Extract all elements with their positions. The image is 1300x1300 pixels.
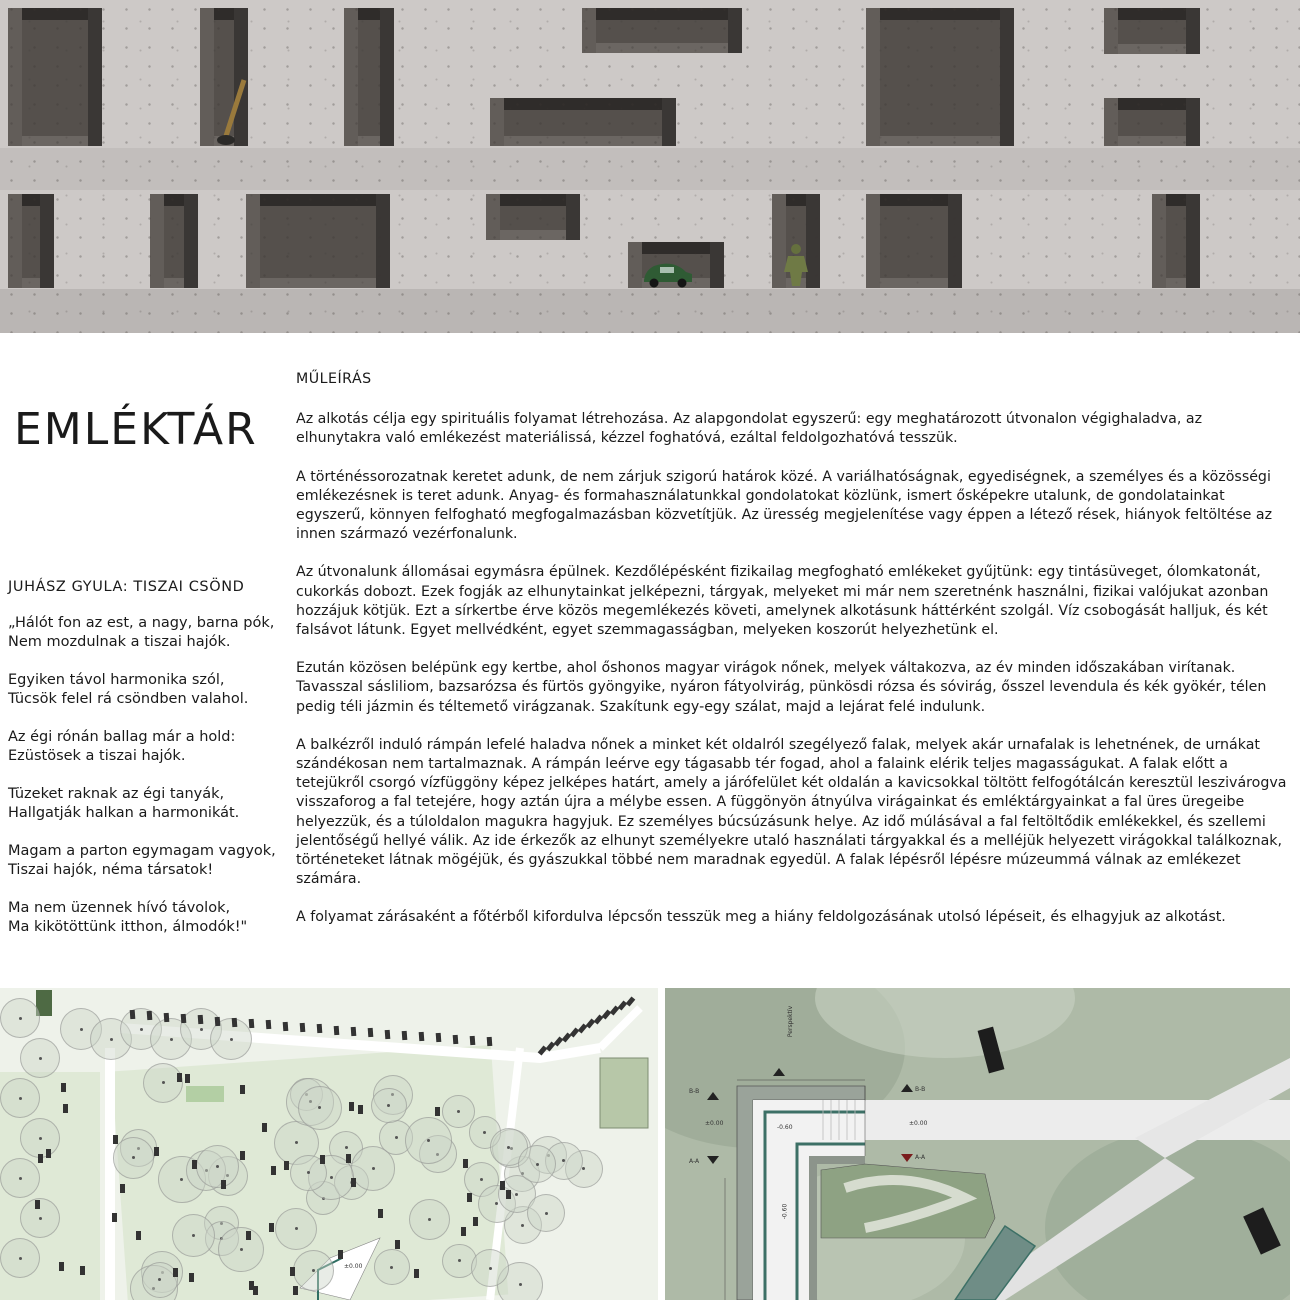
grave-marker: [470, 1036, 476, 1045]
site-level-label: ±0.00: [344, 1263, 363, 1270]
grave-marker: [80, 1266, 85, 1275]
grave-marker: [300, 1023, 306, 1032]
tree-canopy: [196, 1145, 239, 1188]
detail-plan: [665, 988, 1290, 1300]
grave-marker: [351, 1027, 357, 1036]
ink-bottle-icon: [214, 78, 250, 146]
tree-canopy: [218, 1227, 264, 1273]
grave-marker: [240, 1151, 245, 1160]
grave-marker: [358, 1105, 363, 1114]
grave-marker: [35, 1200, 40, 1209]
grave-marker: [320, 1155, 325, 1164]
grave-marker: [368, 1028, 374, 1037]
grave-marker: [351, 1178, 356, 1187]
poem-line: Egyiken távol harmonika szól,: [8, 672, 225, 688]
grave-marker: [185, 1074, 190, 1083]
grave-marker: [467, 1193, 472, 1202]
tree-canopy: [20, 1198, 60, 1238]
grave-marker: [113, 1135, 118, 1144]
level-label: -0.60: [781, 1203, 789, 1220]
grave-marker: [284, 1161, 289, 1170]
tree-canopy: [275, 1208, 317, 1250]
tree-canopy: [405, 1117, 452, 1164]
poem-heading: JUHÁSZ GYULA: TISZAI CSÖND: [8, 579, 245, 595]
tree-canopy: [0, 1158, 40, 1198]
description-heading: MŰLEÍRÁS: [296, 371, 372, 387]
grave-marker: [120, 1184, 125, 1193]
grave-marker: [283, 1022, 289, 1031]
poem-line: Nem mozdulnak a tiszai hajók.: [8, 634, 231, 650]
grave-marker: [463, 1159, 468, 1168]
grave-marker: [240, 1085, 245, 1094]
poem-line: Ezüstösek a tiszai hajók.: [8, 748, 186, 764]
grave-marker: [177, 1073, 182, 1082]
section-label: B-B: [915, 1086, 926, 1093]
grave-marker: [414, 1269, 419, 1278]
description-block: [296, 370, 1291, 947]
grave-marker: [181, 1014, 187, 1023]
poem-line: Ma nem üzennek hívó távolok,: [8, 900, 231, 916]
grave-marker: [266, 1020, 272, 1029]
poem-line: Tücsök felel rá csöndben valahol.: [8, 691, 249, 707]
grave-marker: [61, 1083, 66, 1092]
poem-stanza: [8, 728, 288, 766]
grave-marker: [487, 1037, 493, 1046]
grave-marker: [38, 1154, 43, 1163]
grave-marker: [453, 1035, 459, 1044]
description-paragraph: Ezután közösen belépünk egy kertbe, ahol őshonos magyar virágok nőnek, melyek váltakozva, az év minden időszakában virítanak. Tavasszal sásliliom, bazsarózsa és fürtös gyöngyike, nyáron fátyolvirág, pünkösdi rózsa és sóvirág, ősszel levendula és kék gyökér, télen pedig téli jázmin és téltemető virágzanak. Szakítunk egy-egy szálat, majd a lejárat felé indulunk.: [296, 660, 1267, 715]
grave-marker: [221, 1180, 226, 1189]
poem-stanza: [8, 899, 288, 937]
level-label: ±0.00: [705, 1120, 724, 1127]
grave-marker: [164, 1012, 170, 1021]
tree-canopy: [442, 1095, 475, 1128]
site-plan: [0, 988, 658, 1300]
tree-canopy: [298, 1086, 343, 1131]
wall-render: [0, 0, 1300, 333]
tree-canopy: [20, 1038, 60, 1078]
grave-marker: [317, 1024, 323, 1033]
tree-canopy: [0, 1238, 40, 1278]
grave-marker: [246, 1231, 251, 1240]
grave-marker: [215, 1016, 221, 1025]
description-paragraph: Az alkotás célja egy spirituális folyamat létrehozása. Az alapgondolat egyszerű: egy meghatározott útvonalon végighaladva, az elhunytakra való emlékezést materiálissá, kézzel foghatóvá, ezáltal feldolgozhatóvá tesszük.: [296, 411, 1203, 447]
poem-stanza: [8, 614, 288, 652]
grave-marker: [334, 1025, 340, 1034]
grave-marker: [130, 1010, 136, 1019]
detail-drawing: [665, 988, 1290, 1300]
tree-canopy: [20, 1118, 60, 1158]
grave-marker: [46, 1149, 51, 1158]
grave-marker: [402, 1031, 408, 1040]
grave-marker: [500, 1181, 505, 1190]
tree-canopy: [409, 1199, 450, 1240]
tree-canopy: [471, 1249, 509, 1287]
grave-marker: [378, 1209, 383, 1218]
grave-marker: [293, 1286, 298, 1295]
poem-line: Tiszai hajók, néma társatok!: [8, 862, 214, 878]
grave-marker: [349, 1102, 354, 1111]
section-label: B-B: [689, 1088, 700, 1095]
grave-marker: [253, 1286, 258, 1295]
poem-line: Az égi rónán ballag már a hold:: [8, 729, 236, 745]
grave-marker: [395, 1240, 400, 1249]
perspective-label: Perspektív: [787, 1005, 795, 1038]
grave-marker: [346, 1154, 351, 1163]
toy-soldier-icon: [778, 242, 814, 288]
page-title: EMLÉKTÁR: [14, 404, 258, 455]
description-paragraph: A folyamat zárásaként a főtérből kifordulva lépcsőn tesszük meg a hiány feldolgozásának utolsó lépéseit, és elhagyjuk az alkotást.: [296, 909, 1226, 926]
description-paragraph: A balkézről induló rámpán lefelé haladva nőnek a minket két oldalról szegélyező falak, melyek akár urnafalak is lehetnének, de urnákat szándékosan nem tartalmaznak. A rámpán leérve egy tágasabb tér fogad, ahol a falaink elérik teljes magasságukat. A falak előtt a tetejükről csorgó vízfüggöny képez jelképes határt, amely a járófelület két oldalán a kavicsokkal töltött felfogótálcán keresztül leszivárogva visszaforog a fal tetejére, hogy aztán újra a mélybe essen. A függönyön átnyúlva virágainkat és emléktárgyainkat a fal üres üregeibe helyezzük, és a túloldalon magukra hagyjuk. Ez személyes búcsúzásunk helye. Az idő múlásával a fal feltöltődik emlékekkel, és szellemi jelentőségű hellyé válik. Az ide érkezők az elhunyt személyekre utaló használati tárgyakkal és a melléjük helyezett virágokkal találkoznak, történeteket látnak mögéjük, és gyászukkal többé nem maradnak egyedül. A falak lépésről lépésre múzeummá válnak az emlékezet számára.: [296, 736, 1287, 888]
poem-stanza: [8, 842, 288, 880]
grave-marker: [385, 1029, 391, 1038]
level-label: -0.60: [777, 1124, 793, 1131]
grave-marker: [249, 1019, 255, 1028]
grave-marker: [232, 1018, 238, 1027]
grave-marker: [112, 1213, 117, 1222]
grave-marker: [461, 1227, 466, 1236]
grave-marker: [189, 1273, 194, 1282]
tree-canopy: [113, 1137, 154, 1178]
grave-marker: [271, 1166, 276, 1175]
grave-marker: [338, 1250, 343, 1259]
grave-marker: [136, 1231, 141, 1240]
poem-line: Tüzeket raknak az égi tanyák,: [8, 786, 225, 802]
grave-marker: [147, 1011, 153, 1020]
toy-car-icon: [640, 258, 696, 288]
grave-marker: [419, 1032, 425, 1041]
grave-marker: [262, 1123, 267, 1132]
grave-marker: [63, 1104, 68, 1113]
grave-marker: [436, 1033, 442, 1042]
poem-stanza: [8, 671, 288, 709]
poem-stanza: [8, 785, 288, 823]
description-paragraph: A történéssorozatnak keretet adunk, de nem zárjuk szigorú határok közé. A variálhatóságnak, egyediségnek, a személyes és a közösségi emlékezésnek is teret adunk. Anyag- és formahasználatunkkal gondolatokat közlünk, ismert ősképekre utalunk, de gondolatainkat egyszerű, könnyen felfogható megfogalmazásban közvetítjük. Az üresség megjelenítése vagy éppen a létező rések, hiányok feltöltése az innen származó vezérfonalunk.: [296, 468, 1273, 543]
tree-canopy: [0, 998, 40, 1038]
tree-canopy: [293, 1250, 334, 1291]
tree-canopy: [374, 1249, 410, 1285]
grave-marker: [59, 1262, 64, 1271]
grave-marker: [473, 1217, 478, 1226]
grave-marker: [173, 1268, 178, 1277]
poem-line: „Hálót fon az est, a nagy, barna pók,: [8, 615, 275, 631]
tree-canopy: [172, 1214, 215, 1257]
poem-line: Magam a parton egymagam vagyok,: [8, 843, 276, 859]
description-paragraph: Az útvonalunk állomásai egymásra épülnek. Kezdőlépésként fizikailag megfogható emlékeket gyűjtünk: egy tintásüveget, ólomkatonát, cukorkás dobozt. Ezek fogják az elhunytainkat jelképezni, tárgyak, melyeket mi már nem szeretnénk használni, fizikai valójukat azonban hozzájuk kötjük. Ezt a sírkertbe érve közös megemlékezés követi, amelynek alkotásunk háttérként szolgál. Víz csobogását halljuk, és két falsávot látunk. Egyet mellvédként, egyet szemmagasságban, melyeken koszorút helyezhetünk el.: [296, 564, 1269, 639]
poem-line: Hallgatják halkan a harmonikát.: [8, 805, 240, 821]
poem-line: Ma kikötöttünk itthon, álmodók!": [8, 919, 248, 935]
grave-marker: [290, 1267, 295, 1276]
tree-canopy: [351, 1146, 395, 1190]
poem-block: [8, 578, 288, 956]
grave-marker: [506, 1190, 511, 1199]
grave-marker: [154, 1147, 159, 1156]
grave-marker: [192, 1160, 197, 1169]
grave-marker: [269, 1223, 274, 1232]
section-label: A-A: [915, 1154, 926, 1161]
grave-marker: [198, 1015, 204, 1024]
tree-canopy: [371, 1088, 407, 1124]
level-label: ±0.00: [909, 1120, 928, 1127]
grave-marker: [435, 1107, 440, 1116]
section-label: A-A: [689, 1158, 700, 1165]
tree-canopy: [0, 1078, 40, 1118]
